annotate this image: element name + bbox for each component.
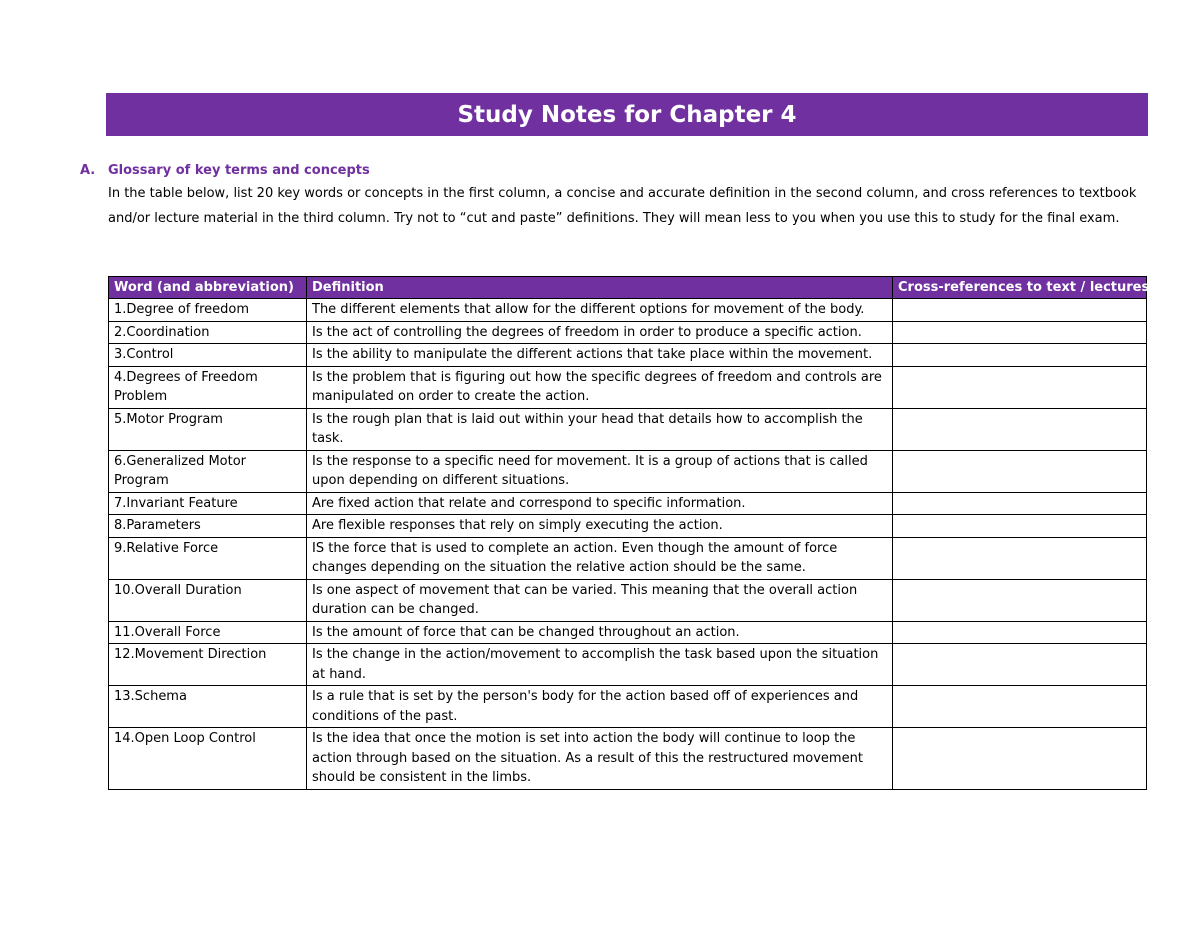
column-header-word: Word (and abbreviation)	[109, 277, 307, 299]
table-row	[109, 450, 1147, 492]
term-cell: 11.Overall Force	[109, 621, 307, 644]
term-cell: 1.Degree of freedom	[109, 299, 307, 322]
term-cell: 8.Parameters	[109, 515, 307, 538]
definition-cell: Is the rough plan that is laid out within your head that details how to accomplish the task.	[307, 408, 893, 450]
reference-cell	[893, 321, 1147, 344]
definition-cell: Is the idea that once the motion is set into action the body will continue to loop the action through based on the situation. As a result of this the restructured movement should be consistent in the limbs.	[307, 728, 893, 790]
table-row	[109, 686, 1147, 728]
definition-cell: Is a rule that is set by the person's body for the action based off of experiences and conditions of the past.	[307, 686, 893, 728]
glossary-section	[80, 161, 1150, 231]
page-title-banner	[106, 93, 1148, 136]
definition-cell: Is the ability to manipulate the different actions that take place within the movement.	[307, 344, 893, 367]
term-cell: 10.Overall Duration	[109, 579, 307, 621]
section-letter: A.	[80, 163, 96, 178]
reference-cell	[893, 537, 1147, 579]
reference-cell	[893, 621, 1147, 644]
term-cell: 4.Degrees of Freedom Problem	[109, 366, 307, 408]
reference-cell	[893, 408, 1147, 450]
table-row	[109, 366, 1147, 408]
term-cell: 7.Invariant Feature	[109, 492, 307, 515]
reference-cell	[893, 450, 1147, 492]
column-header-definition: Definition	[307, 277, 893, 299]
table-row	[109, 621, 1147, 644]
reference-cell	[893, 492, 1147, 515]
term-cell: 13.Schema	[109, 686, 307, 728]
term-cell: 6.Generalized Motor Program	[109, 450, 307, 492]
reference-cell	[893, 644, 1147, 686]
definition-cell: Are fixed action that relate and correspond to specific information.	[307, 492, 893, 515]
definition-cell: The different elements that allow for the different options for movement of the body.	[307, 299, 893, 322]
term-cell: 5.Motor Program	[109, 408, 307, 450]
table-row	[109, 644, 1147, 686]
table-header-row	[109, 277, 1147, 299]
reference-cell	[893, 728, 1147, 790]
definition-cell: Are flexible responses that rely on simply executing the action.	[307, 515, 893, 538]
table-row	[109, 728, 1147, 790]
term-cell: 2.Coordination	[109, 321, 307, 344]
table-row	[109, 537, 1147, 579]
glossary-table	[108, 276, 1150, 790]
definition-cell: Is the problem that is figuring out how the specific degrees of freedom and controls are manipulated on order to create the action.	[307, 366, 893, 408]
section-heading-text: Glossary of key terms and concepts	[108, 163, 370, 178]
page-title: Study Notes for Chapter 4	[457, 101, 797, 128]
term-cell: 14.Open Loop Control	[109, 728, 307, 790]
section-intro: In the table below, list 20 key words or concepts in the first column, a concise and accurate definition in the second column, and cross references to textbook and/or lecture material in the third column. Try not to “cut and paste” definitions. They will mean less to you when you use this to study for the final exam.	[108, 186, 1137, 226]
reference-cell	[893, 299, 1147, 322]
definition-cell: Is the response to a specific need for movement. It is a group of actions that is called upon depending on different situations.	[307, 450, 893, 492]
table-row	[109, 299, 1147, 322]
term-cell: 3.Control	[109, 344, 307, 367]
reference-cell	[893, 579, 1147, 621]
table-row	[109, 344, 1147, 367]
definition-cell: IS the force that is used to complete an action. Even though the amount of force changes depending on the situation the relative action should be the same.	[307, 537, 893, 579]
definition-cell: Is the amount of force that can be changed throughout an action.	[307, 621, 893, 644]
term-cell: 12.Movement Direction	[109, 644, 307, 686]
definition-cell: Is one aspect of movement that can be varied. This meaning that the overall action duration can be changed.	[307, 579, 893, 621]
reference-cell	[893, 366, 1147, 408]
reference-cell	[893, 344, 1147, 367]
table-row	[109, 321, 1147, 344]
table-row	[109, 579, 1147, 621]
table-row	[109, 492, 1147, 515]
column-header-references: Cross-references to text / lectures	[893, 277, 1147, 299]
definition-cell: Is the act of controlling the degrees of freedom in order to produce a specific action.	[307, 321, 893, 344]
definition-cell: Is the change in the action/movement to accomplish the task based upon the situation at hand.	[307, 644, 893, 686]
term-cell: 9.Relative Force	[109, 537, 307, 579]
table-row	[109, 408, 1147, 450]
table-row	[109, 515, 1147, 538]
glossary-table-body	[109, 299, 1147, 790]
reference-cell	[893, 515, 1147, 538]
reference-cell	[893, 686, 1147, 728]
section-heading	[80, 161, 1150, 181]
